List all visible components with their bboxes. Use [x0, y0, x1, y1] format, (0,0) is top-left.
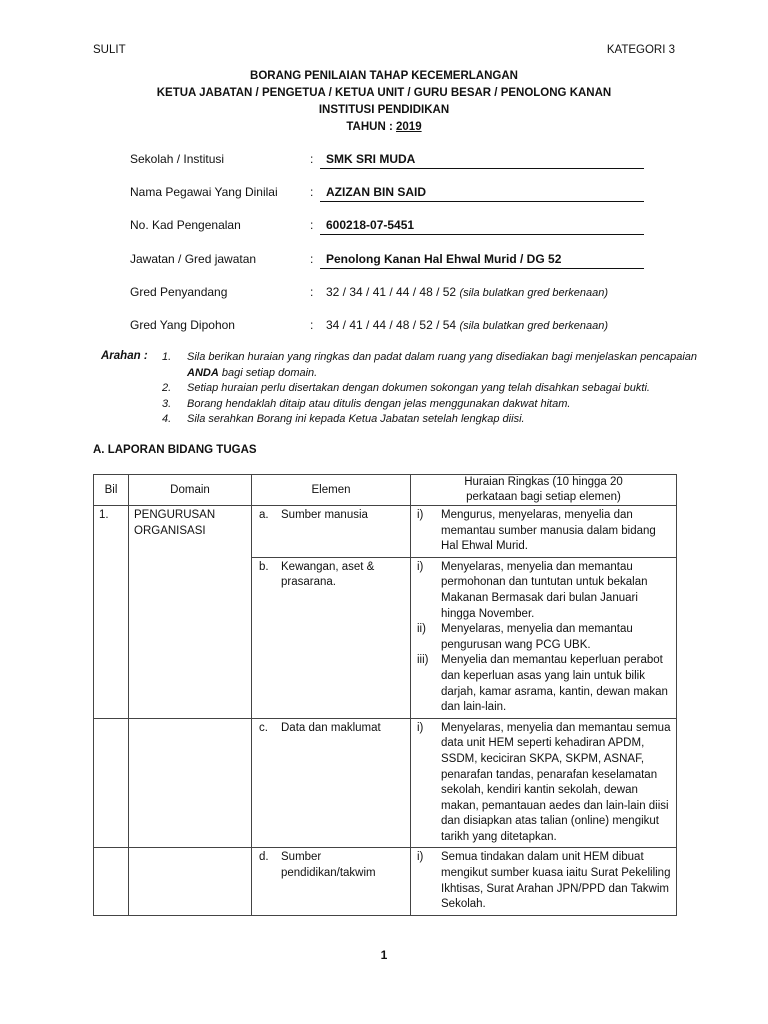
- table-row: [94, 848, 677, 915]
- element-letter: a.: [259, 509, 269, 521]
- header-huraian-line: Huraian Ringkas (10 hingga 20: [464, 476, 623, 488]
- description-text: Mengurus, menyelaras, menyelia dan memantau sumber manusia dalam bidang Hal Ehwal Murid.: [441, 509, 656, 553]
- colon: :: [310, 185, 314, 199]
- school-field[interactable]: SMK SRI MUDA: [320, 152, 644, 169]
- domain-cell: [129, 506, 252, 719]
- instruction-item: [162, 412, 722, 428]
- instruction-number: 4.: [162, 413, 172, 426]
- header-bil: Bil: [94, 475, 129, 506]
- colon: :: [310, 285, 314, 299]
- post-label: Jawatan / Gred jawatan: [130, 252, 257, 266]
- instructions-list: [162, 350, 722, 428]
- grade-held-field[interactable]: [326, 285, 608, 299]
- domain-cell: [129, 718, 252, 848]
- element-cell: [252, 506, 411, 558]
- page-number: 1: [380, 948, 388, 962]
- bil-cell: [94, 718, 129, 848]
- grade-applied-options: 34 / 41 / 44 / 48 / 52 / 54: [326, 318, 457, 332]
- instruction-text: Sila serahkan Borang ini kepada Ketua Jabatan setelah lengkap diisi.: [187, 413, 525, 426]
- form-title: BORANG PENILAIAN TAHAP KECEMERLANGAN: [250, 70, 518, 82]
- table-row: [94, 506, 677, 558]
- element-letter: d.: [259, 851, 269, 864]
- element-letter: b.: [259, 560, 269, 573]
- element-name: Kewangan, aset & prasarana.: [281, 560, 375, 589]
- domain-name: PENGURUSAN ORGANISASI: [134, 509, 216, 537]
- grade-applied-note: (sila bulatkan gred berkenaan): [459, 320, 609, 332]
- description-cell[interactable]: [411, 718, 677, 848]
- colon: :: [310, 252, 314, 266]
- instruction-text: Setiap huraian perlu disertakan dengan dokumen sokongan yang telah disahkan sebagai bukti.: [187, 382, 650, 395]
- instruction-number: 3.: [162, 397, 172, 410]
- header-elemen: Elemen: [252, 475, 411, 506]
- tasks-table: [93, 474, 677, 916]
- form-year: [0, 121, 768, 133]
- colon: :: [310, 218, 314, 232]
- header-huraian: [411, 475, 677, 506]
- ic-label: No. Kad Pengenalan: [130, 218, 241, 232]
- colon: :: [310, 152, 314, 166]
- instruction-text: [187, 350, 722, 381]
- description-number: i): [417, 851, 424, 864]
- instruction-text-part: Sila berikan huraian yang ringkas dan padat dalam ruang yang disediakan bagi menjelaskan pencapaian: [187, 351, 698, 363]
- post-field[interactable]: Penolong Kanan Hal Ehwal Murid / DG 52: [320, 252, 644, 269]
- bil-number: 1.: [99, 509, 109, 521]
- description-number: iii): [417, 654, 429, 667]
- form-institution: INSTITUSI PENDIDIKAN: [318, 104, 450, 116]
- instruction-item: [162, 381, 722, 397]
- name-field[interactable]: AZIZAN BIN SAID: [320, 185, 644, 202]
- section-title: A. LAPORAN BIDANG TUGAS: [93, 444, 257, 456]
- description-cell[interactable]: [411, 848, 677, 915]
- description-cell[interactable]: [411, 506, 677, 558]
- category-label: KATEGORI 3: [606, 44, 675, 56]
- description-text: Menyelaras, menyelia dan memantau permohonan dan tuntutan untuk bekalan Makanan Bermasak dari bulan Januari hingga November.: [441, 560, 648, 620]
- classification-label: SULIT: [93, 44, 126, 56]
- colon: :: [310, 318, 314, 332]
- element-cell: [252, 718, 411, 848]
- description-number: i): [417, 721, 424, 734]
- description-text: Menyelia dan memantau keperluan perabot dan keperluan asas yang lain untuk bilik darjah, kamar asrama, kantin, dewan makan dan lain-lain.: [441, 654, 668, 714]
- domain-cell: [129, 848, 252, 915]
- description-text: Menyelaras, menyelia dan memantau semua data unit HEM seperti kehadiran APDM, SSDM, keciciran SKPA, SKPM, ASNAF, penarafan tandas, penarafan keselamatan sekolah, kendiri kantin sekolah, dewan makan, pemantauan aedes dan lain-lain diisi dan disiapkan atas talian (online) mengikut tarikh yang ditetapkan.: [441, 721, 671, 843]
- description-text: Menyelaras, menyelia dan memantau pengurusan wang PCG UBK.: [441, 623, 633, 651]
- element-name: Sumber pendidikan/takwim: [281, 851, 376, 880]
- description-text: Semua tindakan dalam unit HEM dibuat mengikut sumber kuasa iaitu Surat Pekeliling Ikhtisas, Surat Arahan JPN/PPD dan Takwim Sekolah.: [441, 851, 671, 911]
- element-name: Data dan maklumat: [281, 721, 381, 734]
- bil-cell: [94, 506, 129, 719]
- grade-held-note: (sila bulatkan gred berkenaan): [459, 287, 609, 299]
- instruction-item: [162, 350, 722, 381]
- header-domain: Domain: [129, 475, 252, 506]
- year-label: TAHUN :: [346, 121, 397, 133]
- table-row: [94, 718, 677, 848]
- bil-cell: [94, 848, 129, 915]
- grade-applied-field[interactable]: [326, 318, 608, 332]
- grade-held-options: 32 / 34 / 41 / 44 / 48 / 52: [326, 285, 457, 299]
- description-number: i): [417, 509, 424, 521]
- element-cell: [252, 557, 411, 718]
- description-number: i): [417, 560, 424, 573]
- instruction-emphasis: ANDA: [187, 366, 219, 379]
- school-label: Sekolah / Institusi: [130, 152, 225, 166]
- description-number: ii): [417, 623, 426, 636]
- grade-applied-label: Gred Yang Dipohon: [130, 318, 235, 332]
- instruction-number: 2.: [162, 382, 172, 395]
- form-subtitle: KETUA JABATAN / PENGETUA / KETUA UNIT / GURU BESAR / PENOLONG KANAN: [156, 87, 612, 99]
- instruction-text-part: bagi setiap domain.: [218, 366, 318, 379]
- element-name: Sumber manusia: [281, 509, 368, 521]
- instruction-text: Borang hendaklah ditaip atau ditulis dengan jelas menggunakan dakwat hitam.: [187, 397, 571, 410]
- element-letter: c.: [259, 721, 268, 734]
- name-label: Nama Pegawai Yang Dinilai: [130, 185, 278, 199]
- instruction-item: [162, 397, 722, 413]
- year-value: 2019: [396, 121, 422, 133]
- element-cell: [252, 848, 411, 915]
- instructions-label: Arahan :: [101, 350, 148, 362]
- ic-field[interactable]: 600218-07-5451: [320, 218, 644, 235]
- table-header-row: [94, 475, 677, 506]
- instruction-number: 1.: [162, 351, 172, 363]
- grade-held-label: Gred Penyandang: [130, 285, 228, 299]
- header-huraian-line: perkataan bagi setiap elemen): [466, 491, 621, 503]
- description-cell[interactable]: [411, 557, 677, 718]
